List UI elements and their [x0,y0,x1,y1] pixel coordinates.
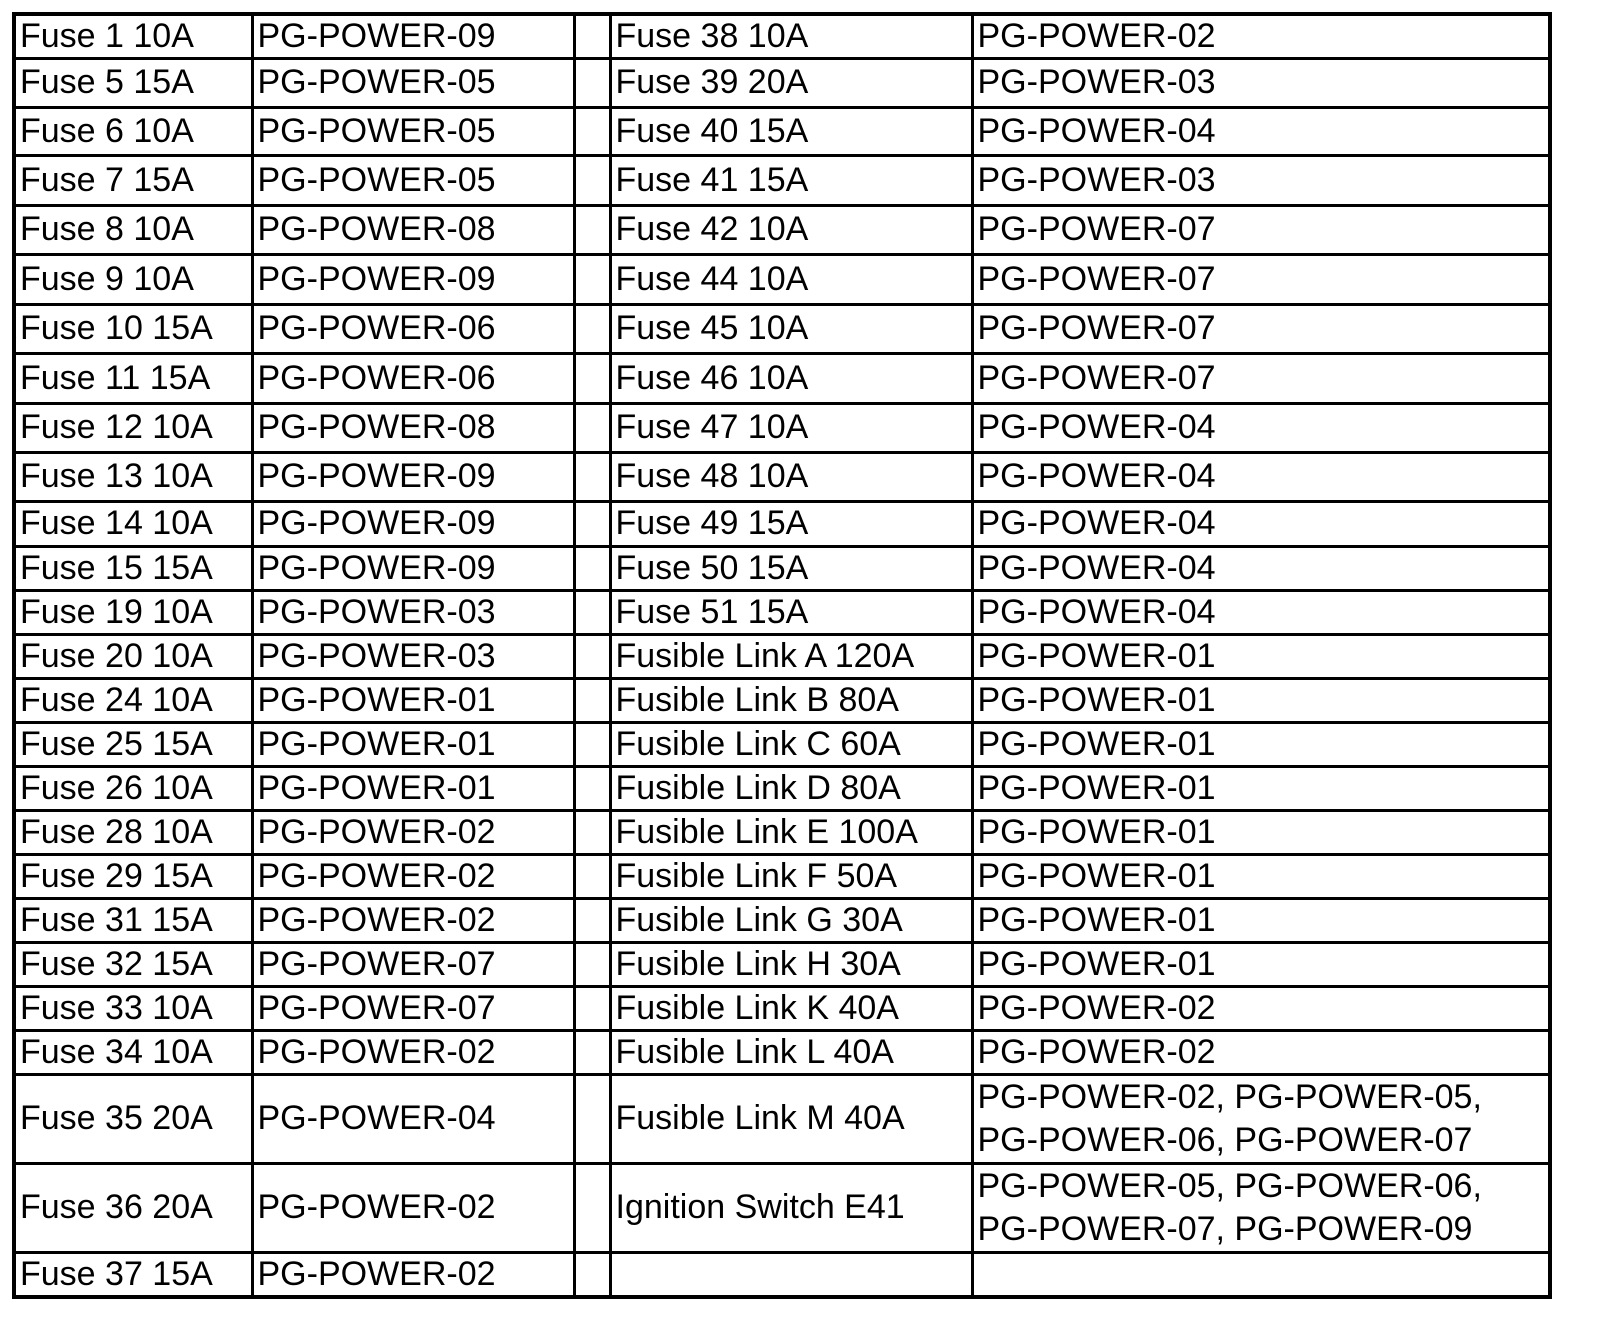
right-reference-cell [972,854,1550,898]
right-fuse-cell: Fuse 46 10A [610,353,972,403]
column-separator [574,546,610,590]
column-separator [574,254,610,304]
right-reference-cell [972,1074,1550,1163]
left-fuse-cell: Fuse 31 15A [14,898,252,942]
reference-line: PG-POWER-04 [977,408,1216,446]
reference-line: PG-POWER-02 [977,16,1216,55]
left-reference-cell: PG-POWER-05 [252,58,574,107]
left-reference-cell: PG-POWER-09 [252,254,574,304]
fuse-reference-table [12,12,1552,1299]
table-row [14,1074,1550,1163]
column-separator [574,942,610,986]
left-fuse-cell: Fuse 9 10A [14,254,252,304]
table-row [14,590,1550,634]
right-fuse-cell: Fuse 39 20A [610,58,972,107]
right-reference-cell [972,942,1550,986]
right-reference-cell [972,254,1550,304]
table-row [14,1030,1550,1074]
column-separator [574,1252,610,1297]
right-reference-cell [972,1163,1550,1252]
table-row [14,452,1550,501]
column-separator [574,634,610,678]
right-fuse-cell: Fusible Link F 50A [610,854,972,898]
right-fuse-cell: Fuse 47 10A [610,403,972,452]
column-separator [574,810,610,854]
reference-line: PG-POWER-01 [977,856,1216,895]
right-fuse-cell: Fusible Link K 40A [610,986,972,1030]
left-fuse-cell: Fuse 25 15A [14,722,252,766]
left-reference-cell: PG-POWER-02 [252,1030,574,1074]
left-reference-cell: PG-POWER-02 [252,854,574,898]
left-reference-cell: PG-POWER-04 [252,1074,574,1163]
left-fuse-cell: Fuse 20 10A [14,634,252,678]
column-separator [574,452,610,501]
left-fuse-cell: Fuse 33 10A [14,986,252,1030]
table-row [14,898,1550,942]
right-reference-cell [972,107,1550,155]
right-reference-cell [972,353,1550,403]
right-fuse-cell: Fuse 45 10A [610,304,972,353]
table-row [14,722,1550,766]
reference-line: PG-POWER-04 [977,111,1216,150]
left-reference-cell: PG-POWER-05 [252,155,574,205]
left-fuse-cell: Fuse 36 20A [14,1163,252,1252]
table-row [14,942,1550,986]
table-row [14,854,1550,898]
reference-line: PG-POWER-07, PG-POWER-09 [977,1209,1473,1248]
reference-line: PG-POWER-03 [977,160,1216,199]
table-row [14,107,1550,155]
column-separator [574,403,610,452]
right-reference-cell [972,452,1550,501]
left-reference-cell: PG-POWER-09 [252,546,574,590]
left-fuse-cell: Fuse 32 15A [14,942,252,986]
reference-line: PG-POWER-01 [977,944,1216,983]
reference-line: PG-POWER-04 [977,504,1216,542]
reference-line: PG-POWER-04 [977,592,1216,631]
table-row [14,546,1550,590]
right-fuse-cell: Fuse 50 15A [610,546,972,590]
left-fuse-cell: Fuse 19 10A [14,590,252,634]
reference-line: PG-POWER-01 [977,812,1216,851]
right-fuse-cell: Fusible Link A 120A [610,634,972,678]
right-reference-cell [972,722,1550,766]
reference-line: PG-POWER-03 [977,63,1216,101]
reference-line: PG-POWER-05, PG-POWER-06, [977,1166,1482,1205]
table-row [14,254,1550,304]
left-fuse-cell: Fuse 5 15A [14,58,252,107]
right-reference-cell [972,58,1550,107]
column-separator [574,854,610,898]
left-reference-cell: PG-POWER-09 [252,501,574,546]
right-reference-cell [972,501,1550,546]
column-separator [574,986,610,1030]
left-reference-cell: PG-POWER-08 [252,205,574,254]
left-reference-cell: PG-POWER-06 [252,304,574,353]
column-separator [574,107,610,155]
right-fuse-cell: Fusible Link B 80A [610,678,972,722]
table-row [14,353,1550,403]
table-row [14,501,1550,546]
left-fuse-cell: Fuse 7 15A [14,155,252,205]
column-separator [574,722,610,766]
column-separator [574,501,610,546]
left-fuse-cell: Fuse 15 15A [14,546,252,590]
right-reference-cell [972,14,1550,58]
left-reference-cell: PG-POWER-01 [252,766,574,810]
right-reference-cell [972,810,1550,854]
reference-line: PG-POWER-07 [977,259,1216,298]
right-reference-cell [972,898,1550,942]
column-separator [574,353,610,403]
left-fuse-cell: Fuse 37 15A [14,1252,252,1297]
column-separator [574,205,610,254]
left-fuse-cell: Fuse 12 10A [14,403,252,452]
left-reference-cell: PG-POWER-03 [252,590,574,634]
reference-line: PG-POWER-01 [977,724,1216,763]
column-separator [574,678,610,722]
left-reference-cell: PG-POWER-06 [252,353,574,403]
reference-line: PG-POWER-02, PG-POWER-05, [977,1077,1482,1116]
left-reference-cell: PG-POWER-02 [252,810,574,854]
right-reference-cell [972,590,1550,634]
table-row [14,205,1550,254]
right-fuse-cell: Fusible Link G 30A [610,898,972,942]
reference-line: PG-POWER-04 [977,548,1216,587]
reference-line: PG-POWER-04 [977,457,1216,495]
left-fuse-cell: Fuse 26 10A [14,766,252,810]
right-fuse-cell: Fusible Link L 40A [610,1030,972,1074]
right-reference-cell [972,766,1550,810]
column-separator [574,155,610,205]
column-separator [574,58,610,107]
left-fuse-cell: Fuse 1 10A [14,14,252,58]
reference-line: PG-POWER-07 [977,210,1216,248]
left-reference-cell: PG-POWER-09 [252,14,574,58]
column-separator [574,766,610,810]
left-fuse-cell: Fuse 28 10A [14,810,252,854]
column-separator [574,898,610,942]
reference-line: PG-POWER-07 [977,309,1216,347]
column-separator [574,1074,610,1163]
left-fuse-cell: Fuse 8 10A [14,205,252,254]
table-row [14,678,1550,722]
table-row [14,986,1550,1030]
right-reference-cell [972,678,1550,722]
table-row [14,14,1550,58]
left-fuse-cell: Fuse 11 15A [14,353,252,403]
table-row [14,634,1550,678]
right-reference-cell [972,546,1550,590]
column-separator [574,304,610,353]
right-reference-cell [972,304,1550,353]
left-reference-cell: PG-POWER-03 [252,634,574,678]
right-fuse-cell: Fuse 48 10A [610,452,972,501]
left-reference-cell: PG-POWER-01 [252,678,574,722]
left-reference-cell: PG-POWER-08 [252,403,574,452]
right-reference-cell [972,634,1550,678]
left-fuse-cell: Fuse 35 20A [14,1074,252,1163]
left-reference-cell: PG-POWER-09 [252,452,574,501]
right-reference-cell [972,1252,1550,1297]
left-reference-cell: PG-POWER-02 [252,898,574,942]
table-row [14,304,1550,353]
right-fuse-cell: Fusible Link E 100A [610,810,972,854]
left-reference-cell: PG-POWER-05 [252,107,574,155]
table-row [14,155,1550,205]
right-fuse-cell: Fuse 38 10A [610,14,972,58]
right-reference-cell [972,1030,1550,1074]
right-fuse-cell: Ignition Switch E41 [610,1163,972,1252]
right-reference-cell [972,155,1550,205]
table-row [14,810,1550,854]
table-row [14,1163,1550,1252]
left-fuse-cell: Fuse 34 10A [14,1030,252,1074]
reference-line: PG-POWER-02 [977,1032,1216,1071]
right-fuse-cell: Fusible Link C 60A [610,722,972,766]
right-fuse-cell: Fuse 42 10A [610,205,972,254]
right-reference-cell [972,403,1550,452]
right-reference-cell [972,986,1550,1030]
left-fuse-cell: Fuse 24 10A [14,678,252,722]
column-separator [574,1030,610,1074]
left-fuse-cell: Fuse 10 15A [14,304,252,353]
left-reference-cell: PG-POWER-02 [252,1252,574,1297]
right-fuse-cell [610,1252,972,1297]
left-fuse-cell: Fuse 29 15A [14,854,252,898]
table-row [14,403,1550,452]
reference-line: PG-POWER-01 [977,680,1216,719]
right-fuse-cell: Fusible Link M 40A [610,1074,972,1163]
right-fuse-cell: Fuse 44 10A [610,254,972,304]
right-fuse-cell: Fusible Link D 80A [610,766,972,810]
reference-line: PG-POWER-01 [977,636,1216,675]
left-reference-cell: PG-POWER-07 [252,942,574,986]
left-reference-cell: PG-POWER-07 [252,986,574,1030]
column-separator [574,590,610,634]
right-fuse-cell: Fuse 40 15A [610,107,972,155]
table-body [14,14,1550,1297]
reference-line: PG-POWER-01 [977,768,1216,807]
reference-line: PG-POWER-07 [977,358,1216,397]
right-fuse-cell: Fuse 49 15A [610,501,972,546]
right-reference-cell [972,205,1550,254]
reference-line: PG-POWER-01 [977,900,1216,939]
column-separator [574,1163,610,1252]
document-page [12,12,1552,1299]
right-fuse-cell: Fuse 41 15A [610,155,972,205]
right-fuse-cell: Fusible Link H 30A [610,942,972,986]
reference-line: PG-POWER-06, PG-POWER-07 [977,1120,1473,1159]
reference-line: PG-POWER-02 [977,988,1216,1027]
table-row [14,58,1550,107]
left-fuse-cell: Fuse 13 10A [14,452,252,501]
table-row [14,1252,1550,1297]
right-fuse-cell: Fuse 51 15A [610,590,972,634]
left-reference-cell: PG-POWER-02 [252,1163,574,1252]
left-fuse-cell: Fuse 6 10A [14,107,252,155]
left-fuse-cell: Fuse 14 10A [14,501,252,546]
column-separator [574,14,610,58]
table-row [14,766,1550,810]
left-reference-cell: PG-POWER-01 [252,722,574,766]
